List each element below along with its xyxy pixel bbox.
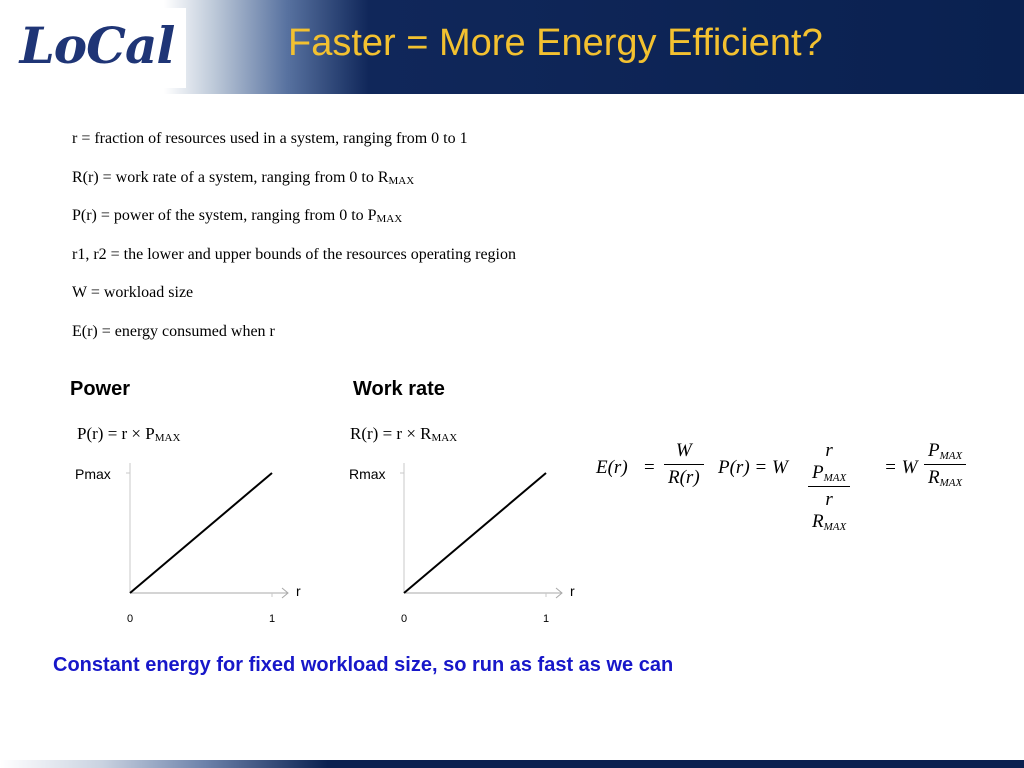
power-formula-sub: MAX — [154, 432, 181, 444]
eq-equals: = — [644, 457, 655, 478]
definition-text: W = workload size — [72, 284, 194, 301]
footer-bar — [0, 760, 1024, 768]
workrate-x-tick-0: 0 — [401, 613, 408, 625]
eq-f1-den: R(r) — [668, 467, 700, 488]
workrate-chart — [334, 455, 594, 630]
eq-mid-2: = W — [884, 457, 918, 478]
slide-title: Faster = More Energy Efficient? — [288, 22, 823, 64]
power-x-label: r — [296, 583, 301, 599]
definition-item — [72, 130, 468, 148]
definition-item — [72, 284, 193, 302]
eq-f2-den-sub: MAX — [823, 521, 847, 533]
eq-mid-1: P(r) = W — [718, 457, 788, 478]
eq-f2-bar — [808, 486, 850, 487]
workrate-y-tick-label: Rmax — [349, 466, 386, 482]
definition-item — [72, 169, 414, 187]
eq-f1-num: W — [675, 440, 692, 461]
eq-f3-den-sub: MAX — [939, 477, 963, 489]
eq-f3-den-text: R — [928, 467, 940, 488]
eq-fraction-2 — [808, 440, 850, 533]
power-series-line — [130, 473, 272, 593]
eq-fraction-1 — [664, 440, 704, 489]
definition-item — [72, 323, 275, 341]
workrate-series-line — [404, 473, 546, 593]
definition-sub: MAX — [388, 175, 415, 187]
eq-f1-bar — [664, 464, 704, 465]
workrate-label: Work rate — [353, 378, 445, 400]
workrate-formula-text: R(r) = r × R — [350, 424, 432, 443]
power-label: Power — [70, 378, 131, 400]
workrate-x-tick-1: 1 — [543, 613, 550, 625]
definition-text: E(r) = energy consumed when r — [72, 323, 275, 340]
power-x-tick-0: 0 — [127, 613, 134, 625]
eq-f2-num-sub: MAX — [823, 472, 847, 484]
power-chart — [60, 455, 320, 630]
eq-fraction-3 — [924, 440, 966, 489]
eq-f2-den-text: r R — [812, 489, 833, 532]
eq-lhs: E(r) — [596, 457, 628, 478]
power-x-tick-1: 1 — [269, 613, 276, 625]
eq-f3-num-text: P — [928, 440, 940, 461]
power-formula — [77, 424, 180, 444]
power-formula-text: P(r) = r × P — [77, 424, 155, 443]
power-y-tick-label: Pmax — [75, 466, 111, 482]
conclusion-text: Constant energy for fixed workload size, so run as fast as we can — [53, 654, 674, 676]
definition-text: P(r) = power of the system, ranging from 0 to P — [72, 207, 377, 224]
eq-f2-num-text: r P — [812, 440, 833, 483]
workrate-x-label: r — [570, 583, 575, 599]
eq-f3-num — [924, 440, 966, 462]
logo-text: LoCal — [19, 16, 175, 75]
definition-sub: MAX — [376, 213, 403, 225]
eq-f3-bar — [924, 464, 966, 465]
workrate-formula — [350, 424, 457, 444]
eq-f2-num — [808, 440, 850, 484]
definition-text: R(r) = work rate of a system, ranging from 0 to R — [72, 169, 389, 186]
workrate-formula-sub: MAX — [431, 432, 458, 444]
definition-item — [72, 246, 516, 264]
eq-f2-den — [808, 489, 850, 533]
header-banner — [0, 0, 1024, 94]
definition-text: r1, r2 = the lower and upper bounds of the resources operating region — [72, 246, 516, 263]
definition-text: r = fraction of resources used in a system, ranging from 0 to 1 — [72, 130, 468, 147]
eq-f3-den — [924, 467, 966, 489]
definition-item — [72, 207, 402, 225]
eq-f3-num-sub: MAX — [939, 450, 963, 462]
logo — [8, 8, 186, 88]
